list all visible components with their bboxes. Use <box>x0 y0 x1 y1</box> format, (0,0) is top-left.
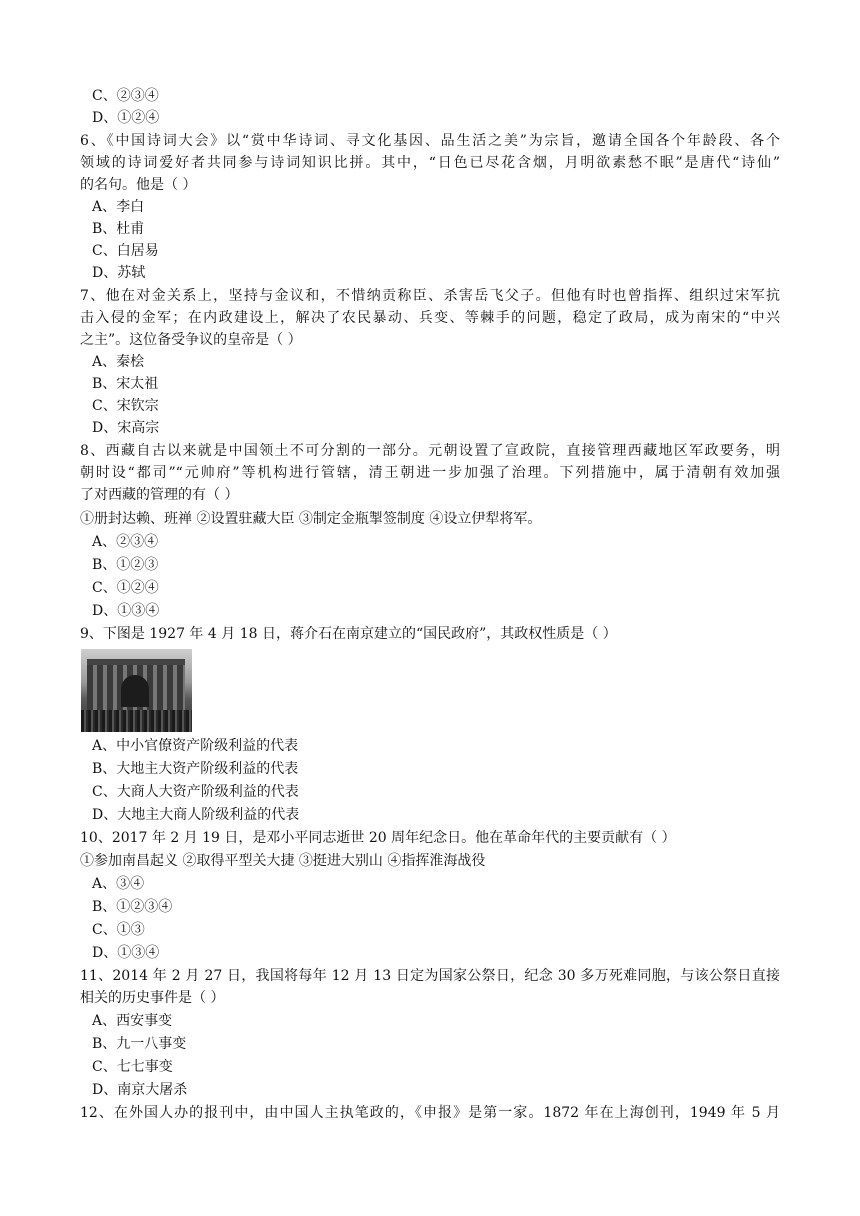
option-b: B、大地主大资产阶级利益的代表 <box>92 761 299 777</box>
question-10-statements: ①参加南昌起义 ②取得平型关大捷 ③挺进大别山 ④指挥淮海战役 <box>80 853 486 869</box>
option-b: B、宋太祖 <box>92 376 159 392</box>
option-d: D、①③④ <box>92 945 160 961</box>
question-6-stem: 的名句。他是（ ） <box>80 177 197 193</box>
gate-arch-shape <box>121 675 149 707</box>
option-d: D、①③④ <box>92 603 160 619</box>
option-c: C、白居易 <box>92 243 159 259</box>
question-7-stem: 击入侵的金军；在内政建设上，解决了农民暴动、兵变、等棘手的问题，稳定了政局，成为南宋的“中兴 <box>80 310 780 326</box>
question-7-stem: 7、他在对金关系上，坚持与金议和，不惜纳贡称臣、杀害岳飞父子。但他有时也曾指挥、组织过宋军抗 <box>80 288 780 304</box>
option-c: C、①②④ <box>92 580 159 596</box>
nanjing-government-photo <box>81 649 192 732</box>
option-d: D、大地主大商人阶级利益的代表 <box>92 807 300 823</box>
question-8-stem: 朝时设“都司”“元帅府”等机构进行管辖，清王朝进一步加强了治理。下列措施中，属于清朝有效加强 <box>80 465 780 481</box>
option-b: B、①②③④ <box>92 899 173 915</box>
question-6-stem: 领域的诗词爱好者共同参与诗词知识比拼。其中，“日色已尽花含烟，月明欲素愁不眠”是唐代“诗仙” <box>80 155 780 171</box>
question-12-stem: 12、在外国人办的报刊中，由中国人主执笔政的，《申报》是第一家。1872 年在上海创刊，1949 年 5 月 <box>80 1105 780 1121</box>
option-c: C、七七事变 <box>92 1059 173 1075</box>
question-8-statements: ①册封达赖、班禅 ②设置驻藏大臣 ③制定金瓶掣签制度 ④设立伊犁将军。 <box>80 511 542 527</box>
option-d: D、南京大屠杀 <box>92 1082 188 1098</box>
option-a: A、②③④ <box>92 534 159 550</box>
option-a: A、李白 <box>92 199 145 215</box>
option-c: C、②③④ <box>92 88 159 104</box>
option-c: C、①③ <box>92 922 145 938</box>
option-b: B、①②③ <box>92 557 159 573</box>
option-a: A、③④ <box>92 876 145 892</box>
option-a: A、西安事变 <box>92 1013 173 1029</box>
question-9-stem: 9、下图是 1927 年 4 月 18 日，蒋介石在南京建立的“国民政府”，其政权性质是（ ） <box>80 626 617 642</box>
option-a: A、秦桧 <box>92 354 145 370</box>
question-8-stem: 了对西藏的管理的有（ ） <box>80 487 239 503</box>
option-b: B、杜甫 <box>92 221 145 237</box>
question-10-stem: 10、2017 年 2 月 19 日，是邓小平同志逝世 20 周年纪念日。他在革命年代的主要贡献有（ ） <box>80 830 676 846</box>
question-8-stem: 8、西藏自古以来就是中国领土不可分割的一部分。元朝设置了宣政院，直接管理西藏地区军政要务，明 <box>80 443 780 459</box>
option-d: D、苏轼 <box>92 265 146 281</box>
option-a: A、中小官僚资产阶级利益的代表 <box>92 738 299 754</box>
question-6-stem: 6、《中国诗词大会》以“赏中华诗词、寻文化基因、品生活之美”为宗旨，邀请全国各个年龄段、各个 <box>80 133 780 149</box>
crowd-shape <box>81 710 192 732</box>
option-d: D、①②④ <box>92 110 160 126</box>
option-d: D、宋高宗 <box>92 420 160 436</box>
question-7-stem: 之主”。这位备受争议的皇帝是（ ） <box>80 332 302 348</box>
option-c: C、宋钦宗 <box>92 398 159 414</box>
question-11-stem: 11、2014 年 2 月 27 日，我国将每年 12 月 13 日定为国家公祭日，纪念 30 多万死难同胞，与该公祭日直接 <box>80 968 780 984</box>
option-b: B、九一八事变 <box>92 1036 187 1052</box>
question-11-stem: 相关的历史事件是（ ） <box>80 990 225 1006</box>
option-c: C、大商人大资产阶级利益的代表 <box>92 784 299 800</box>
